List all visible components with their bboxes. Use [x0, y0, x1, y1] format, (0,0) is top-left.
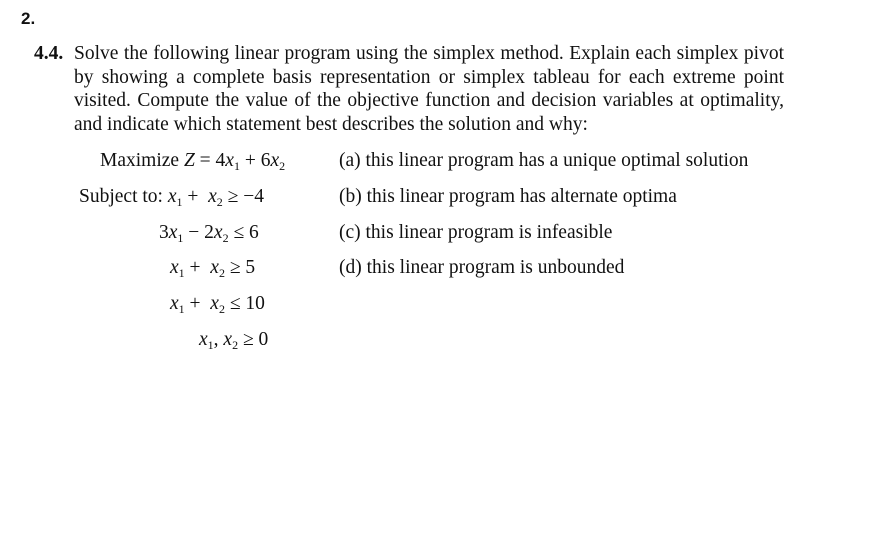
choice-b: (b) this linear program has alternate optima	[339, 186, 677, 207]
constraint-1: Subject to: $x_1 + x_2 \ge -4$	[79, 186, 264, 209]
constraint-2: $3x_1 - 2x_2 \le 6$	[159, 222, 259, 245]
constraint-4: $x_1 + x_2 \le 10$	[170, 293, 265, 316]
nonnegativity-rhs: 0	[258, 329, 269, 350]
objective-label: Maximize	[100, 150, 180, 171]
choice-a: (a) this linear program has a unique optimal solution	[339, 150, 749, 171]
objective-lhs: Z	[183, 150, 195, 171]
problem-text: Solve the following linear program using the simplex method. Explain each simplex pivot by showing a complete basis representation or simplex tableau for each extreme point visited. Compute the value of the objective function and decision variables at optimality, and indicate which statement best describes the solution and why:	[74, 43, 784, 135]
problem-id: 4.4.	[34, 43, 64, 64]
subject-to-label: Subject to:	[79, 186, 163, 207]
constraint-3: $x_1 + x_2 \ge 5$	[170, 257, 256, 280]
constraint-2-rhs: 6	[249, 222, 259, 243]
objective-function: Maximize $Z = 4x_1 + 6x_2$	[100, 150, 286, 173]
constraint-4-rhs: 10	[245, 293, 265, 314]
question-number: 2.	[21, 9, 36, 28]
choice-d: (d) this linear program is unbounded	[339, 257, 625, 278]
nonnegativity-constraint: $x_1$, $x_2 \ge 0$	[199, 329, 269, 352]
constraint-3-rhs: 5	[245, 257, 256, 278]
problem-statement	[34, 42, 784, 136]
choice-c: (c) this linear program is infeasible	[339, 222, 613, 243]
constraint-1-rhs: −4	[243, 186, 264, 207]
